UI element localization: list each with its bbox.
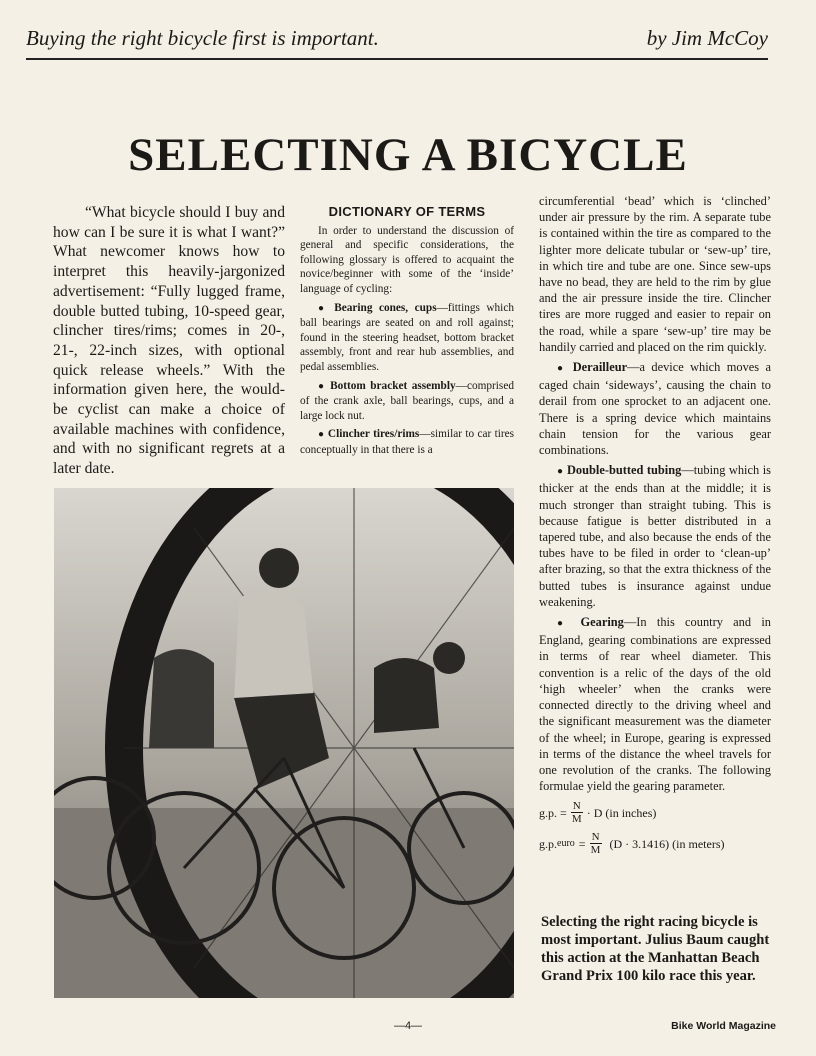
bullet-icon: ● [557,618,571,630]
glossary-entry [300,301,514,375]
dictionary-heading: DICTIONARY OF TERMS [328,204,486,219]
equals-sign: = [578,836,586,851]
glossary-entry [300,379,514,424]
intro-column [53,203,285,479]
glossary-term: Bottom bracket assembly [330,379,456,392]
bullet-icon: ● [557,363,567,375]
glossary-term: Bearing cones, cups [334,301,437,314]
glossary-definition: —fittings which ball bearings are seated on and roll against; found in the steering headset, bottom bracket assembly, front and rear hub assemblies, and pedal assemblies. [300,301,514,373]
formula-lhs: g.p. = [539,805,567,820]
bullet-icon: ● [318,380,326,392]
glossary-definition: —comprised of the crank axle, ball bearings, cups, and a large lock nut. [300,379,514,422]
magazine-name: Bike World Magazine [671,1020,776,1032]
glossary-definition: —a device which moves a caged chain ‘sideways’, causing the chain to derail from one sprocket to an adjacent one. There is a spring device which maintains chain tension for the various gear combinations. [539,360,771,458]
glossary-definition-continued: circumferential ‘bead’ which is ‘clinched’ under air pressure by the rim. A separate tube is contained within the tire as compared to the lighter more delicate tubular or ‘sew-up’ tire, in which tire and tube are one. Since sew-ups have no bead, they are held to the rim by glue and the air pressure inside the tire. Clincher tires are more rugged and easier to repair on the road, while a spare ‘sew-up’ tire may be handily carried and placed on the rim quickly. [539,194,771,354]
intro-paragraph: “What bicycle should I buy and how can I be sure it is what I want?” What newcomer knows how to interpret this heavily-jargonized advertisement: “Fully lugged frame, double butted tubing, 10-speed gear, clincher tires/rims; comes in 20-, 21-, 22-inch sizes, with optional quick release wheels.” With the information given here, the would-be cyclist can make a choice of available machines with confidence, and with no significant regrets at a later date. [53,204,285,478]
glossary-term: Gearing [580,615,624,630]
page-number: —4— [393,1020,423,1032]
article-subtitle: Buying the right bicycle first is important. [26,26,379,50]
glossary-term: Clincher tires/rims [327,428,420,441]
dictionary-intro: In order to understand the discussion of general and specific considerations, the following glossary is offered to acquaint the novice/beginner with some of the ‘inside’ language of cycling: [300,224,514,295]
dictionary-column [300,205,514,462]
formula-rhs: (D · 3.1416) (in meters) [609,836,725,851]
glossary-definition: —similar to car tires conceptually in that there is a [300,428,515,456]
glossary-entry [539,359,771,458]
formula-rhs: · D (in inches) [586,805,657,820]
gearing-formulae [539,800,771,856]
bullet-icon: ● [318,429,325,441]
formula-meters [539,831,771,856]
race-photo-illustration [54,488,514,998]
formula-inches [539,800,771,825]
numerator: N [572,800,581,813]
byline: by Jim McCoy [646,26,768,50]
article-title: SELECTING A BICYCLE [128,129,688,181]
fraction [590,831,602,856]
formula-subscript: euro [557,837,575,849]
glossary-definition: —In this country and in England, gearing combinations are expressed in terms of rear wheel diameter. This convention is a relic of the days of the old ‘high wheeler’ when the cranks were connected directly to the driving wheel and the significant measurement was the diameter of the wheel; in Europe, gearing is expressed in terms of the distance the wheel travels for one revolution of the cranks. The following formulae yield the gearing parameter. [539,615,771,794]
glossary-entry [539,614,771,794]
dictionary-column-continued [539,193,771,862]
photo-caption: Selecting the right racing bicycle is most important. Julius Baum caught this action at the Manhattan Beach Grand Prix 100 kilo race this year. [541,914,770,984]
page-header [26,18,768,60]
race-photo [54,488,514,998]
glossary-entry [539,462,771,610]
glossary-term: Double-butted tubing [566,463,682,478]
glossary-term: Derailleur [572,360,628,375]
bullet-icon: ● [557,466,564,478]
glossary-definition: —tubing which is thicker at the ends than at the middle; it is much stronger than straight tubing. This is because fatigue is better distributed in a tapered tube, and also because the ends of the tubes have to be filed in order to ‘clean-up’ after brazing, so that the extra thickness of the butted tubes is insurance against undue weakening. [539,463,771,609]
numerator: N [591,831,600,844]
formula-lhs: g.p. [539,836,557,851]
fraction [571,800,583,825]
denominator: M [590,844,601,857]
bullet-icon: ● [318,302,328,314]
denominator: M [571,813,582,826]
glossary-entry [300,427,514,457]
